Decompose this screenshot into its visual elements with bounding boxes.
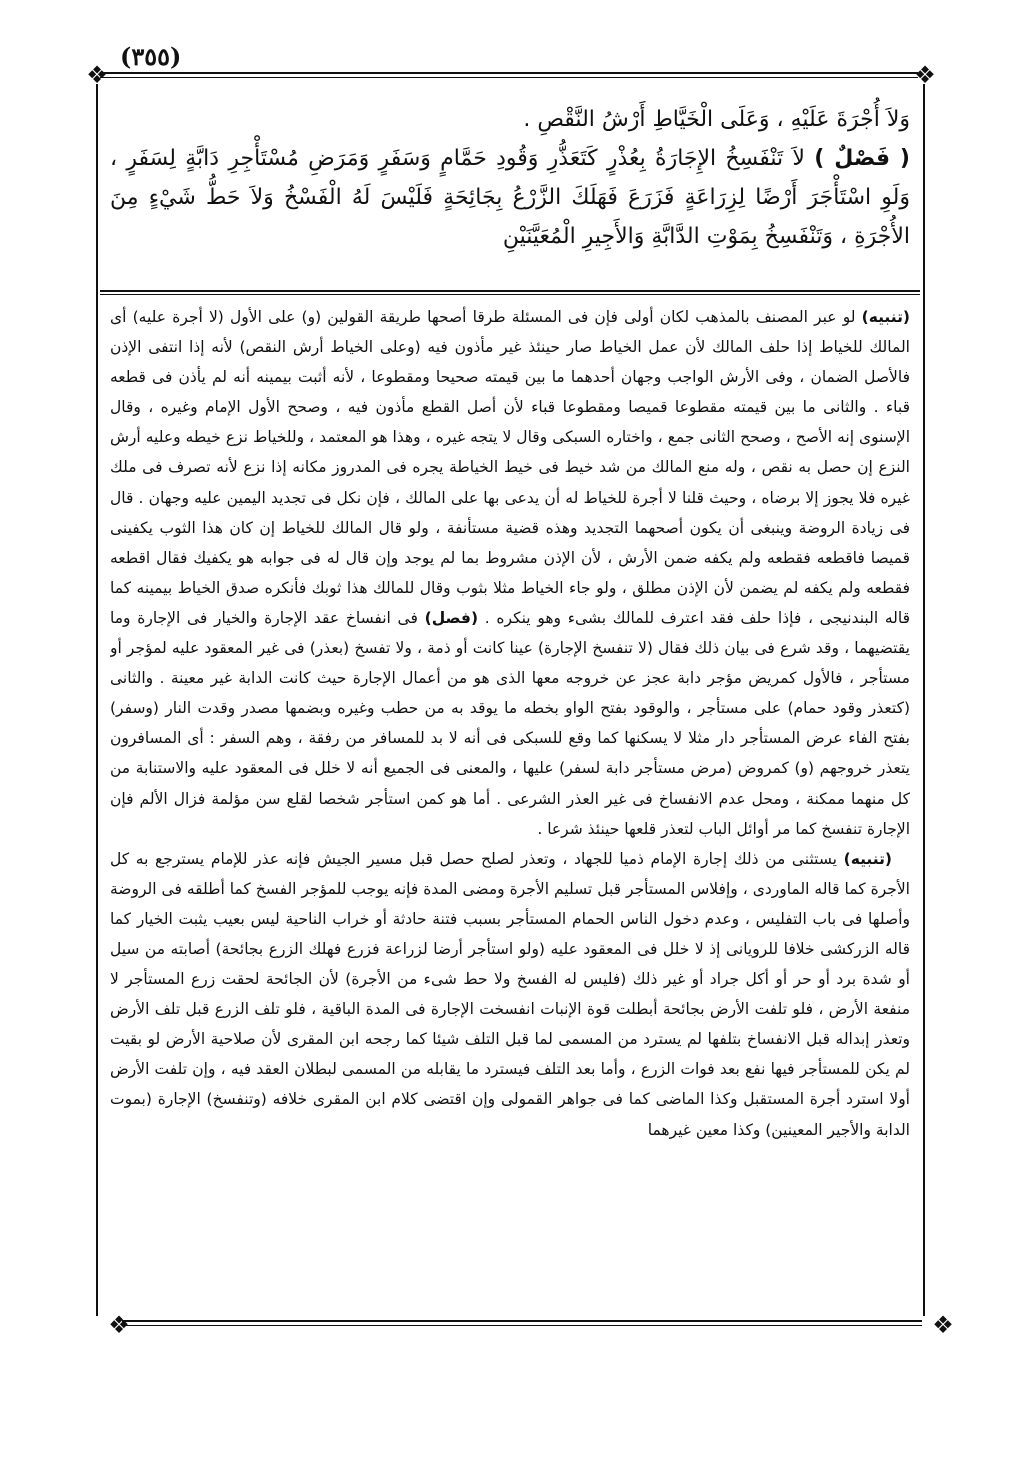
frame-left-rule	[96, 84, 98, 1316]
corner-ornament-icon: ❖	[108, 1311, 130, 1339]
matn-paragraph	[110, 139, 910, 256]
tanbih-label: (تنبيه)	[861, 308, 910, 326]
divider-rule-inner	[100, 294, 920, 295]
commentary-text	[110, 302, 910, 1307]
corner-ornament-icon: ❖	[932, 1311, 954, 1339]
frame-bottom-rule-inner	[122, 1325, 922, 1326]
commentary-paragraph	[110, 844, 910, 1145]
section-heading: ( فَصْلٌ )	[814, 146, 910, 171]
commentary-body: يستثنى من ذلك إجارة الإمام ذميا للجهاد ، وتعذر لصلح حصل قبل مسير الجيش فإنه عذر للإمام يسترجع به كل الأجرة كما قاله الماوردى ، وإفلاس المستأجر قبل تسليم الأجرة ومضى المدة فإنه يوجب للمؤجر الفسخ كما أطلقه فى الروضة وأصلها فى باب التفليس ، وعدم دخول الناس الحمام المستأجر بسبب فتنة حادثة أو خراب الناحية ليس بعيب يثبت الخيار كما قاله الزركشى خلافا للرويانى إذ لا خلل فى المعقود عليه (ولو استأجر أرضا لزراعة فزرع فهلك الزرع بجائحة) أصابته من سيل أو شدة برد أو حر أو أكل جراد أو غير ذلك (فليس له الفسخ ولا حط شىء من الأجرة) لأن الجائحة لحقت زرع المستأجر لا منفعة الأرض ، فلو تلفت الأرض بجائحة أبطلت قوة الإنبات انفسخت الإجارة فى المدة الباقية ، فلو تلف الزرع قبل تلف الأرض وتعذر إبداله قبل الانفساخ بتلفها لم يسترد من المسمى لما قبل التلف شيئا كما رجحه ابن المقرى لأن صلاحية الأرض لو بقيت لم يكن للمستأجر فيها نفع بعد فوات الزرع ، وأما بعد التلف فيسترد ما يقابله من المسمى لبطلان العقد فيه ، وإن تلفت الأرض أولا استرد أجرة المستقبل وكذا الماضى كما فى جواهر القمولى وإن اقتضى كلام ابن المقرى خلافه (وتنفسخ) الإجارة (بموت الدابة والأجير المعينين) وكذا معين غيرهما	[110, 849, 910, 1139]
matn-line: وَلاَ أُجْرَةَ عَلَيْهِ ، وَعَلَى الْخَيَّاطِ أَرْشُ النَّقْصِ .	[523, 107, 910, 132]
tanbih-label: (تنبيه)	[843, 849, 892, 868]
frame-top-rule-inner	[100, 77, 918, 78]
corner-ornament-icon: ❖	[86, 61, 108, 89]
matn-text	[110, 100, 910, 290]
fasl-label: (فصل)	[424, 608, 479, 627]
matn-body: لاَ تَنْفَسِخُ الإِجَارَةُ بِعُذْرٍ كَتَعَذُّرِ وَقُودِ حَمَّامٍ وَسَفَرٍ وَمَرَضِ مُسْتَأْجِرِ دَابَّةٍ لِسَفَرٍ ، وَلَوِ اسْتَأْجَرَ أَرْضًا لِزِرَاعَةٍ فَزَرَعَ فَهَلَكَ الزَّرْعُ بِجَائِحَةٍ فَلَيْسَ لَهُ الْفَسْخُ وَلاَ حَطُّ شَيْءٍ مِنَ الأُجْرَةِ ، وَتَنْفَسِخُ بِمَوْتِ الدَّابَّةِ وَالأَجِيرِ الْمُعَيَّنَيْنِ	[110, 146, 910, 249]
frame-bottom-rule	[122, 1320, 922, 1322]
divider-rule	[100, 290, 920, 292]
corner-ornament-icon: ❖	[914, 61, 936, 89]
commentary-body: فى انفساخ عقد الإجارة والخيار فى الإجارة وما يقتضيهما ، وقد شرع فى بيان ذلك فقال (لا تنفسخ الإجارة) عينا كانت أو ذمة ، ولا تفسخ (بعذر) فى غير المعقود عليه لمؤجر أو مستأجر ، فالأول كمريض مؤجر دابة عجز عن خروجه معها الذى هو من أعمال الإجارة حيث كانت الدابة غير معينة . والثانى (كتعذر وقود حمام) على مستأجر ، والوقود بفتح الواو بخطه ما يوقد به من حطب وغيره وبضمها مصدر وقدت النار (وسفر) بفتح الفاء عرض المستأجر دار مثلا لا يسكنها كما وقع للسبكى فى أنه لا بد للمسافر من رفقة ، وهم السفر : أى المسافرون يتعذر خروجهم (و) كمروض (مرض مستأجر دابة لسفر) عليها ، والمعنى فى الجميع أنه لا خلل فى المعقود عليه والاستنابة من كل منهما ممكنة ، ومحل عدم الانفساخ فى غير العذر الشرعى . أما هو كمن استأجر شخصا لقلع سن مؤلمة فزال الألم فإن الإجارة تنفسخ كما مر أوائل الباب لتعذر قلعها حينئذ شرعا .	[110, 608, 910, 838]
commentary-body: لو عبر المصنف بالمذهب لكان أولى فإن فى المسئلة طرقا أصحها طريقة القولين (و) على الأول (لا أجرة عليه) أى المالك للخياط إذا حلف المالك لأن عمل الخياط صار حينئذ غير مأذون فيه (وعلى الخياط أرش النقص) لأنه إذا انتفى الإذن فالأصل الضمان ، وفى الأرش الواجب وجهان أحدهما ما بين قيمته صحيحا ومقطوعا ، لأنه أثبت بيمينه أنه لم يأذن فى قطعه قباء . والثانى ما بين قيمته مقطوعا قميصا ومقطوعا قباء لأن أصل القطع مأذون فيه ، وصحح الأول الإمام وغيره ، وقال الإسنوى إنه الأصح ، وصحح الثانى جمع ، واختاره السبكى وقال لا يتجه غيره ، وهذا هو المعتمد ، وللخياط نزع خيطه وعليه أرش النزع إن حصل به نقص ، وله منع المالك من شد خيط فى خيط الخياطة يجره فى المدروز مكانه إذا نزع لأنه تصرف فى ملك غيره فلا يجوز إلا برضاه ، وحيث قلنا لا أجرة للخياط له أن يدعى بها على المالك ، فإن نكل فى تجديد اليمين عليه وجهان . قال فى زيادة الروضة وينبغى أن يكون أصحهما التجديد وهذه قضية مستأنفة ، ولو قال المالك للخياط إن كان هذا الثوب يكفينى قميصا فاقطعه فقطعه ولم يكفه ضمن الأرش ، لأن الإذن مشروط بما لم يوجد وإن قال له فى جوابه هو يكفيك فقال اقطعه فقطعه ولم يكفه لم يضمن لأن الإذن مطلق ، ولو جاء الخياط مثلا بثوب وقال للمالك هذا ثوبك فأنكره صدق الخياط بيمينه كما قاله البندنيجى ، فإذا حلف فقد اعترف للمالك بشىء وهو ينكره .	[110, 308, 910, 627]
commentary-paragraph	[110, 302, 910, 844]
frame-top-rule	[100, 72, 918, 74]
frame-right-rule	[923, 84, 925, 1316]
page-number: (٣٥٥)	[120, 42, 182, 71]
